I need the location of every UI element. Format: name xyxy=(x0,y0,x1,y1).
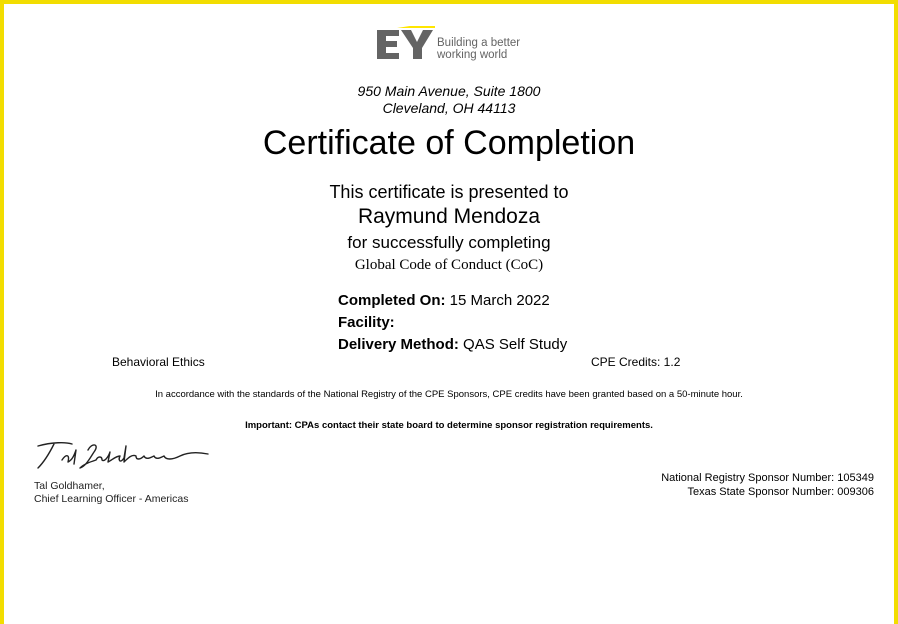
completed-on-label: Completed On: xyxy=(338,292,446,309)
address-line-1: 950 Main Avenue, Suite 1800 xyxy=(357,83,541,99)
national-sponsor-number: National Registry Sponsor Number: 105349 xyxy=(661,472,874,484)
delivery-method-row xyxy=(338,336,567,354)
course-name: Global Code of Conduct (CoC) xyxy=(354,257,544,273)
signature-image xyxy=(32,438,212,472)
facility-row xyxy=(338,314,395,332)
certificate-title: Certificate of Completion xyxy=(262,124,636,162)
texas-sponsor-number: Texas State Sponsor Number: 009306 xyxy=(687,486,874,498)
signatory-title: Chief Learning Officer - Americas xyxy=(34,493,189,505)
facility-label: Facility: xyxy=(338,314,395,331)
delivery-method-label: Delivery Method: xyxy=(338,336,459,353)
cpe-credits: CPE Credits: 1.2 xyxy=(591,355,681,369)
recipient-name: Raymund Mendoza xyxy=(357,205,541,228)
signatory-name: Tal Goldhamer, xyxy=(34,480,105,492)
completed-on-value: 15 March 2022 xyxy=(449,292,550,309)
field-of-study: Behavioral Ethics xyxy=(112,355,205,369)
delivery-method-value: QAS Self Study xyxy=(463,336,568,353)
standards-note: In accordance with the standards of the National Registry of the CPE Sponsors, CPE credits have been granted based on a 50-minute hour. xyxy=(155,389,743,400)
ey-logo xyxy=(377,26,527,62)
important-note: Important: CPAs contact their state board to determine sponsor registration requirements. xyxy=(245,420,653,431)
address-line-2: Cleveland, OH 44113 xyxy=(382,100,516,116)
completion-text: for successfully completing xyxy=(347,233,551,252)
logo-tagline-2: working world xyxy=(437,49,508,61)
completed-on-row xyxy=(338,292,550,310)
logo-tagline-1: Building a better xyxy=(437,37,521,49)
presented-to-text: This certificate is presented to xyxy=(329,182,569,202)
